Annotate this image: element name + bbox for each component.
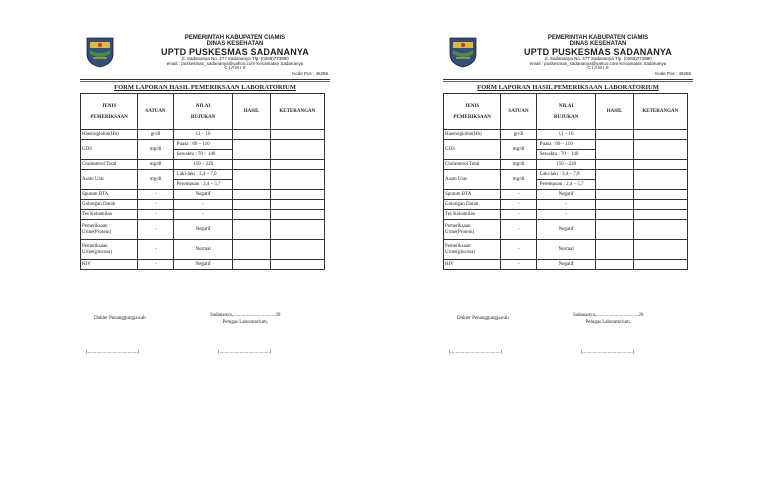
- keterangan-cell[interactable]: [633, 140, 687, 160]
- table-row: Pemeriksaan Urine(glucosa) - Normal: [81, 240, 325, 260]
- header-satuan: SATUAN: [138, 94, 173, 130]
- keterangan-cell[interactable]: [270, 170, 324, 190]
- keterangan-cell[interactable]: [633, 170, 687, 190]
- table-row: GDS mg/dl Puasa : 60 – 110: [81, 140, 325, 150]
- keterangan-cell[interactable]: [270, 160, 324, 170]
- kode-pos: Kode Pos : 46256: [655, 71, 691, 76]
- kop-line-2: DINAS KESEHATAN: [569, 41, 627, 48]
- ciamis-regency-emblem: [85, 36, 115, 68]
- table-row: Asam Urat mg/dl Laki-laki : 3,4 – 7,0: [444, 170, 688, 180]
- hasil-cell[interactable]: [233, 130, 270, 140]
- table-row: Tes Kehamilan - -: [444, 210, 688, 220]
- kop-address: Jl. Sadananya No. 477 Sadananya Tlp. (0265)773990: [544, 56, 652, 62]
- hasil-cell[interactable]: [596, 160, 633, 170]
- keterangan-cell[interactable]: [270, 190, 324, 200]
- table-row: Sputum BTA - Negatif: [444, 190, 688, 200]
- table-header-row: [444, 94, 688, 130]
- divider: [443, 79, 693, 80]
- dokter-signature-line: (........................................): [449, 350, 503, 355]
- table-row: Perempuan : 2,4 – 5,7: [444, 180, 688, 190]
- petugas-block: [210, 312, 280, 326]
- header-keterangan: KETERANGAN: [633, 94, 687, 130]
- keterangan-cell[interactable]: [633, 200, 687, 210]
- table-row: Pemeriksaan Urine(glucosa) - Normal: [444, 240, 688, 260]
- keterangan-cell[interactable]: [270, 140, 324, 160]
- header-jenis: JENIS PEMERIKSAAN: [81, 94, 138, 130]
- hasil-cell[interactable]: [233, 140, 270, 160]
- form-title: FORM LAPORAN HASIL PEMERIKSAAN LABORATORIUM: [114, 84, 296, 91]
- kode-pos: Kode Pos : 46256: [292, 71, 328, 76]
- keterangan-cell[interactable]: [633, 210, 687, 220]
- header-nilai: NILAI RUJUKAN: [173, 94, 233, 130]
- table-row: Perempuan : 2,4 – 5,7: [81, 180, 325, 190]
- hasil-cell[interactable]: [596, 200, 633, 210]
- table-row: Golongan Darah - -: [81, 200, 325, 210]
- table-row: Tes Kehamilan - -: [81, 210, 325, 220]
- header-hasil: HASIL: [596, 94, 633, 130]
- kop-line-2: DINAS KESEHATAN: [206, 41, 264, 48]
- keterangan-cell[interactable]: [270, 210, 324, 220]
- table-row: Haemoglobin(Hb) gr/dl 11 – 16: [444, 130, 688, 140]
- kop-email: email : puskesmas_sadananya@yahoo.com Kecamatan Sadananya: [166, 60, 304, 66]
- table-row: Pemeriksaan Urine(Protein) - Negatif: [444, 220, 688, 240]
- letterhead: [80, 30, 330, 82]
- lab-results-table: [443, 93, 688, 270]
- petugas-signature-line: (........................................): [218, 350, 272, 355]
- header-jenis: JENIS PEMERIKSAAN: [444, 94, 501, 130]
- divider: [80, 79, 330, 80]
- table-row: Sputum BTA - Negatif: [81, 190, 325, 200]
- keterangan-cell[interactable]: [633, 130, 687, 140]
- hasil-cell[interactable]: [596, 220, 633, 240]
- table-row: GDS mg/dl Puasa : 60 – 110: [444, 140, 688, 150]
- hasil-cell[interactable]: [233, 220, 270, 240]
- hasil-cell[interactable]: [596, 190, 633, 200]
- petugas-label: Petugas Laboratorium,: [585, 320, 631, 325]
- lab-report-form-left: [80, 30, 330, 360]
- kop-line-3: UPTD PUSKESMAS SADANANYA: [524, 46, 672, 57]
- table-row: Sewaktu : 70 – 140: [81, 150, 325, 160]
- table-header-row: [81, 94, 325, 130]
- hasil-cell[interactable]: [596, 260, 633, 270]
- header-satuan: SATUAN: [501, 94, 536, 130]
- hasil-cell[interactable]: [596, 170, 633, 190]
- kop-line-1: PEMERINTAH KABUPATEN CIAMIS: [547, 35, 649, 41]
- kop-city: C I A M I S: [224, 65, 246, 71]
- lab-results-table: [80, 93, 325, 270]
- letterhead: [443, 30, 693, 82]
- keterangan-cell[interactable]: [633, 190, 687, 200]
- dokter-label: Dokter Penanggungjawab: [94, 316, 146, 321]
- dokter-label: Dokter Penanggungjawab: [457, 316, 509, 321]
- table-row: Pemeriksaan Urine(Protein) - Negatif: [81, 220, 325, 240]
- header-nilai: NILAI RUJUKAN: [536, 94, 596, 130]
- table-row: HIV - Negatif: [444, 260, 688, 270]
- hasil-cell[interactable]: [233, 170, 270, 190]
- keterangan-cell[interactable]: [270, 200, 324, 210]
- hasil-cell[interactable]: [233, 160, 270, 170]
- petugas-signature-line: (........................................): [581, 350, 635, 355]
- table-row: Cholesterol Total mg/dl 150 – 220: [444, 160, 688, 170]
- table-row: Sewaktu : 70 – 140: [444, 150, 688, 160]
- kop-city: C I A M I S: [587, 65, 609, 71]
- table-row: HIV - Negatif: [81, 260, 325, 270]
- kop-line-1: PEMERINTAH KABUPATEN CIAMIS: [184, 35, 286, 41]
- divider-thin: [443, 81, 693, 82]
- hasil-cell[interactable]: [233, 240, 270, 260]
- table-row: Asam Urat mg/dl Laki-laki : 3,4 – 7,0: [81, 170, 325, 180]
- tempat-tanggal: Sadananya,..................................20: [573, 313, 644, 318]
- form-title: FORM LAPORAN HASIL PEMERIKSAAN LABORATORIUM: [477, 84, 659, 91]
- divider-thin: [80, 81, 330, 82]
- keterangan-cell[interactable]: [633, 160, 687, 170]
- header-hasil: HASIL: [233, 94, 270, 130]
- kop-line-3: UPTD PUSKESMAS SADANANYA: [161, 46, 309, 57]
- lab-report-form-right: [443, 30, 693, 360]
- keterangan-cell[interactable]: [633, 260, 687, 270]
- hasil-cell[interactable]: [596, 140, 633, 160]
- keterangan-cell[interactable]: [270, 220, 324, 240]
- hasil-cell[interactable]: [233, 200, 270, 210]
- hasil-cell[interactable]: [233, 190, 270, 200]
- petugas-label: Petugas Laboratorium,: [222, 320, 268, 325]
- keterangan-cell[interactable]: [633, 220, 687, 240]
- hasil-cell[interactable]: [596, 210, 633, 220]
- dokter-signature-line: (........................................): [86, 350, 140, 355]
- kop-address: Jl. Sadananya No. 477 Sadananya Tlp. (0265)773990: [181, 56, 289, 62]
- keterangan-cell[interactable]: [270, 240, 324, 260]
- hasil-cell[interactable]: [233, 260, 270, 270]
- ciamis-regency-emblem: [448, 36, 478, 68]
- table-row: Golongan Darah - -: [444, 200, 688, 210]
- keterangan-cell[interactable]: [633, 240, 687, 260]
- hasil-cell[interactable]: [596, 130, 633, 140]
- tempat-tanggal: Sadananya,..................................20: [210, 313, 281, 318]
- hasil-cell[interactable]: [596, 240, 633, 260]
- kop-email: email : puskesmas_sadananya@yahoo.com Kecamatan Sadananya: [529, 60, 667, 66]
- table-row: Haemoglobin(Hb) gr/dl 11 – 16: [81, 130, 325, 140]
- hasil-cell[interactable]: [233, 210, 270, 220]
- keterangan-cell[interactable]: [270, 130, 324, 140]
- keterangan-cell[interactable]: [270, 260, 324, 270]
- table-row: Cholesterol Total mg/dl 150 – 220: [81, 160, 325, 170]
- header-keterangan: KETERANGAN: [270, 94, 324, 130]
- petugas-block: [573, 312, 643, 326]
